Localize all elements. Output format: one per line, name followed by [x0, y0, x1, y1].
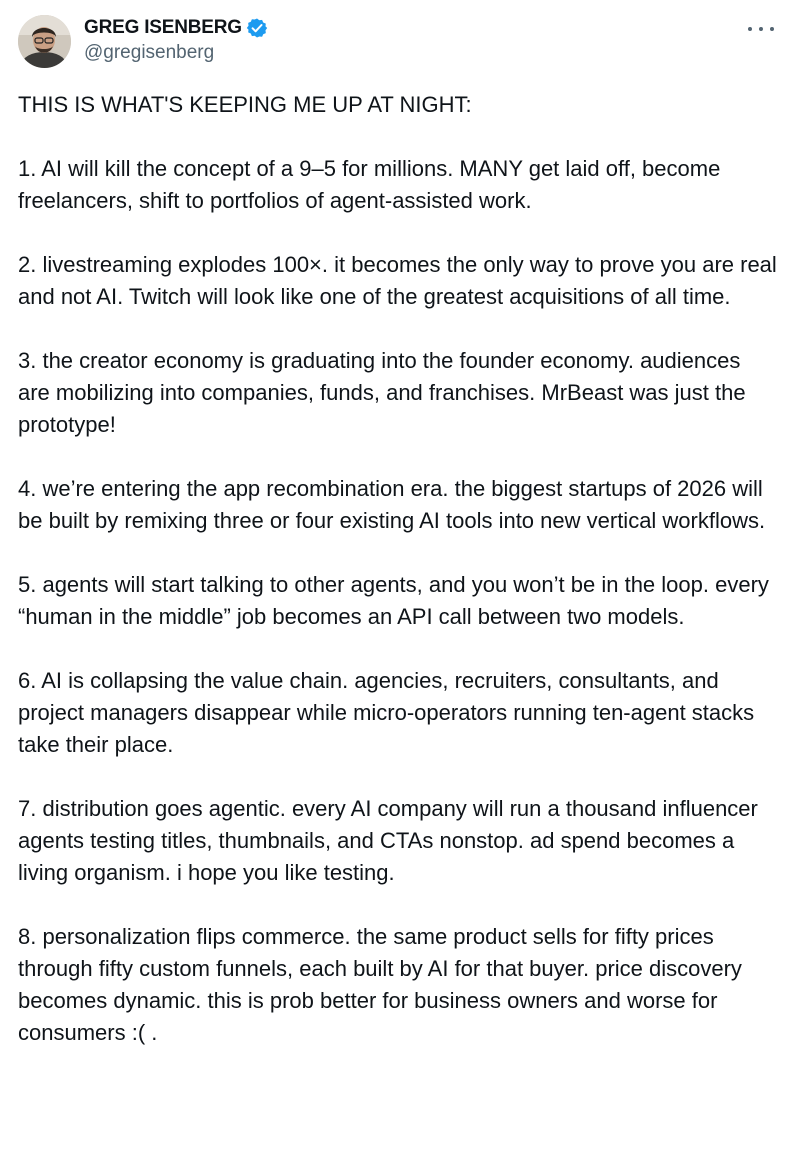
tweet-paragraph: 3. the creator economy is graduating into the founder economy. audiences are mobilizing into companies, funds, and franchises. MrBeast was just the prototype!	[18, 348, 746, 437]
tweet-text	[18, 89, 778, 1049]
more-dots-icon[interactable]	[748, 19, 774, 39]
verified-badge-icon[interactable]	[246, 17, 268, 39]
tweet-header	[18, 13, 774, 69]
author-display-name[interactable]: GREG ISENBERG	[84, 17, 242, 38]
name-row	[84, 15, 268, 41]
tweet-paragraph: 6. AI is collapsing the value chain. agencies, recruiters, consultants, and project managers disappear while micro-operators running ten-agent stacks take their place.	[18, 668, 755, 757]
tweet-paragraph: 1. AI will kill the concept of a 9–5 for millions. MANY get laid off, become freelancers, shift to portfolios of agent-assisted work.	[18, 156, 721, 213]
tweet-paragraph: 5. agents will start talking to other agents, and you won’t be in the loop. every “human in the middle” job becomes an API call between two models.	[18, 572, 769, 629]
author-handle[interactable]: @gregisenberg	[84, 42, 215, 63]
tweet-paragraph: 7. distribution goes agentic. every AI company will run a thousand influencer agents testing titles, thumbnails, and CTAs nonstop. ad spend becomes a living organism. i hope you like testing.	[18, 796, 758, 885]
avatar[interactable]	[18, 15, 71, 68]
tweet-paragraph: 8. personalization flips commerce. the same product sells for fifty prices through fifty custom funnels, each built by AI for that buyer. price discovery becomes dynamic. this is prob better for business owners and worse for consumers :( .	[18, 924, 742, 1045]
tweet-paragraph: THIS IS WHAT'S KEEPING ME UP AT NIGHT:	[18, 92, 472, 117]
avatar-image	[18, 15, 71, 68]
tweet-paragraph: 4. we’re entering the app recombination era. the biggest startups of 2026 will be built by remixing three or four existing AI tools into new vertical workflows.	[18, 476, 766, 533]
tweet-paragraph: 2. livestreaming explodes 100×. it becomes the only way to prove you are real and not AI. Twitch will look like one of the greatest acquisitions of all time.	[18, 252, 777, 309]
author-block	[84, 15, 268, 64]
